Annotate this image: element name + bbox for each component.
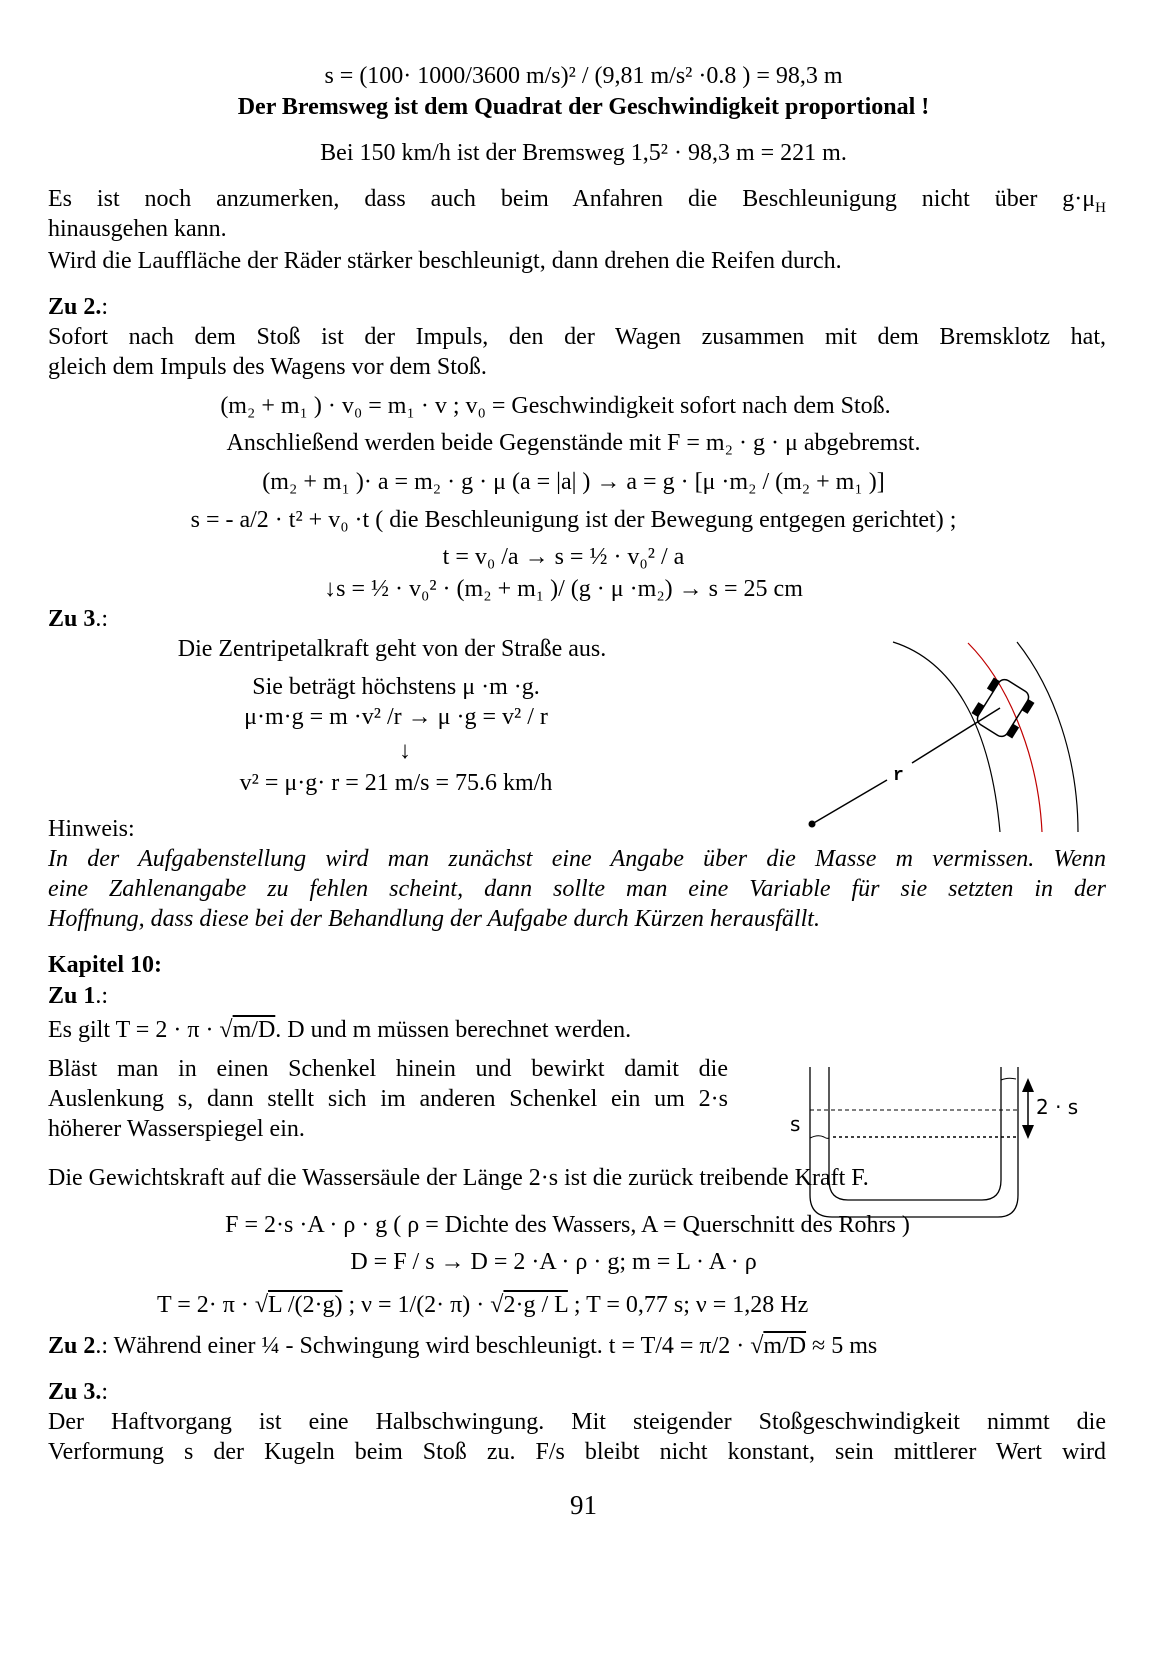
k10-es-gilt-root: m/D <box>232 1017 276 1043</box>
k10-zu3-line-2: Verformung s der Kugeln beim Stoß zu. F/s bleibt nicht konstant, sein mittlerer Wert wird <box>48 1439 1106 1465</box>
curve-car-diagram <box>750 620 1100 850</box>
outer-road-edge <box>1017 642 1078 832</box>
k10-para-line-3: höherer Wasserspiegel ein. <box>48 1116 305 1142</box>
k10-para-line-2: Auslenkung s, dann stellt sich im anderen Schenkel ein um 2·s <box>48 1086 728 1112</box>
arrow-up-head <box>1022 1078 1034 1092</box>
radius-line-lower <box>812 780 887 824</box>
note-line-1 <box>48 184 1106 214</box>
k10-eq-period-a: T = 2· π · √ <box>157 1292 269 1318</box>
k10-zu2-text-b: ≈ 5 ms <box>806 1333 878 1359</box>
arrow-down-head <box>1022 1125 1034 1139</box>
note-line-1-sub: H <box>1095 199 1106 216</box>
k10-zu3-line-1: Der Haftvorgang ist eine Halbschwingung. Mit steigender Stoßgeschwindigkeit nimmt die <box>48 1409 1106 1435</box>
k10-zu1-heading-rest: .: <box>95 983 109 1009</box>
radius-label: r <box>893 766 904 786</box>
inner-road-edge <box>893 642 1000 832</box>
zu3-line-3: μ·m·g = m ·v² /r → μ ·g = v² / r <box>244 704 548 730</box>
zu3-arrow: ↓ <box>399 738 411 764</box>
bold-statement: Der Bremsweg ist dem Quadrat der Geschwindigkeit proportional ! <box>237 94 930 120</box>
k10-zu3-heading <box>48 1377 108 1407</box>
right-deflection-label: 2 · s <box>1036 1095 1079 1119</box>
zu2-heading <box>48 292 108 322</box>
zu3-line-2: Sie beträgt höchstens μ ·m ·g. <box>252 674 540 700</box>
zu3-heading <box>48 604 108 634</box>
k10-zu3-heading-bold: Zu 3. <box>48 1379 102 1405</box>
zu2-para-line-1: Sofort nach dem Stoß ist der Impuls, den der Wagen zusammen mit dem Bremsklotz hat, <box>48 324 1106 350</box>
zu2-eq-distance: s = - a/2 · t² + v₀ ·t ( die Beschleunigung ist der Bewegung entgegen gerichtet) ; <box>190 507 957 533</box>
k10-para-line-1: Bläst man in einen Schenkel hinein und bewirkt damit die <box>48 1056 728 1082</box>
example-150kmh: Bei 150 km/h ist der Bremsweg 1,5² · 98,3 m = 221 m. <box>320 140 847 166</box>
k10-eq-period-b: ; ν = 1/(2· π) · √ <box>342 1292 504 1318</box>
zu3-line-4: v² = μ·g· r = 21 m/s = 75.6 km/h <box>239 770 553 796</box>
note-line-1-text: Es ist noch anzumerken, dass auch beim Anfahren die Beschleunigung nicht über g·μ <box>48 186 1096 212</box>
zu2-eq-time: t = v₀ /a → s = ½ · v₀² / a <box>442 544 685 570</box>
formula-braking-distance: s = (100· 1000/3600 m/s)² / (9,81 m/s² ·0.8 ) = 98,3 m <box>324 63 843 89</box>
k10-zu3-heading-rest: : <box>101 1379 109 1405</box>
k10-es-gilt-a: Es gilt T = 2 · π · √ <box>48 1017 233 1043</box>
note-line-2: hinausgehen kann. <box>48 216 227 242</box>
page-number: 91 <box>570 1490 597 1520</box>
zu3-heading-bold: Zu 3 <box>48 606 96 632</box>
k10-zu2-line <box>48 1331 877 1361</box>
zu2-para-line-2: gleich dem Impuls des Wagens vor dem Stoß. <box>48 354 487 380</box>
center-point <box>809 821 816 828</box>
left-deflection-label: s <box>790 1112 801 1136</box>
track-center-line <box>968 643 1042 832</box>
hint-line-1: In der Aufgabenstellung wird man zunächst eine Angabe über die Masse m vermissen. Wenn <box>48 846 1106 872</box>
hint-line-2: eine Zahlenangabe zu fehlen scheint, dann sollte man eine Variable für sie setzten in der <box>48 876 1106 902</box>
k10-eq-period-root: L /(2·g) <box>268 1292 343 1318</box>
k10-eq-period-c: ; T = 0,77 s; ν = 1,28 Hz <box>567 1292 809 1318</box>
zu2-heading-bold: Zu 2. <box>48 294 102 320</box>
k10-eq-period-root2: 2·g / L <box>503 1292 568 1318</box>
zu2-eq-acceleration: (m₂ + m₁ )· a = m₂ · g · μ (a = |a| ) → a = g · [μ ·m₂ / (m₂ + m₁ )] <box>262 469 885 495</box>
zu3-line-1: Die Zentripetalkraft geht von der Straße aus. <box>177 636 607 662</box>
k10-eq-period <box>157 1290 808 1320</box>
u-tube-diagram <box>780 1050 1110 1230</box>
left-water-surface <box>810 1136 829 1139</box>
k10-es-gilt-b: . D und m müssen berechnet werden. <box>275 1017 632 1043</box>
chapter-10-heading: Kapitel 10: <box>48 952 162 978</box>
k10-zu2-root: m/D <box>763 1333 807 1359</box>
k10-zu1-heading-bold: Zu 1 <box>48 983 96 1009</box>
k10-zu1-heading <box>48 981 108 1011</box>
zu2-eq-braking-force: Anschließend werden beide Gegenstände mit F = m₂ · g · μ abgebremst. <box>226 430 921 456</box>
zu2-eq-momentum: (m₂ + m₁ ) · v₀ = m₁ · v ; v₀ = Geschwindigkeit sofort nach dem Stoß. <box>220 393 891 419</box>
k10-eq-force: F = 2·s ·A · ρ · g ( ρ = Dichte des Wassers, A = Querschnitt des Rohrs ) <box>225 1212 910 1238</box>
zu3-heading-rest: .: <box>95 606 109 632</box>
zu2-heading-rest: : <box>101 294 109 320</box>
k10-weight-line: Die Gewichtskraft auf die Wassersäule der Länge 2·s ist die zurück treibende Kraft F. <box>48 1165 869 1191</box>
note-line-3: Wird die Lauffläche der Räder stärker beschleunigt, dann drehen die Reifen durch. <box>48 248 842 274</box>
k10-es-gilt <box>48 1015 631 1045</box>
k10-zu2-heading: Zu 2 <box>48 1333 96 1359</box>
zu2-eq-result: ↓s = ½ · v₀² · (m₂ + m₁ )/ (g · μ ·m₂) → s = 25 cm <box>324 576 803 602</box>
hint-line-3: Hoffnung, dass diese bei der Behandlung der Aufgabe durch Kürzen herausfällt. <box>48 906 820 932</box>
u-tube-outer-wall <box>810 1067 1018 1217</box>
right-water-surface <box>1001 1078 1016 1080</box>
k10-zu2-text-a: .: Während einer ¼ - Schwingung wird beschleunigt. t = T/4 = π/2 · √ <box>95 1333 764 1359</box>
k10-eq-spring-constant: D = F / s → D = 2 ·A · ρ · g; m = L · A · ρ <box>350 1249 757 1275</box>
hint-label: Hinweis: <box>48 816 135 842</box>
